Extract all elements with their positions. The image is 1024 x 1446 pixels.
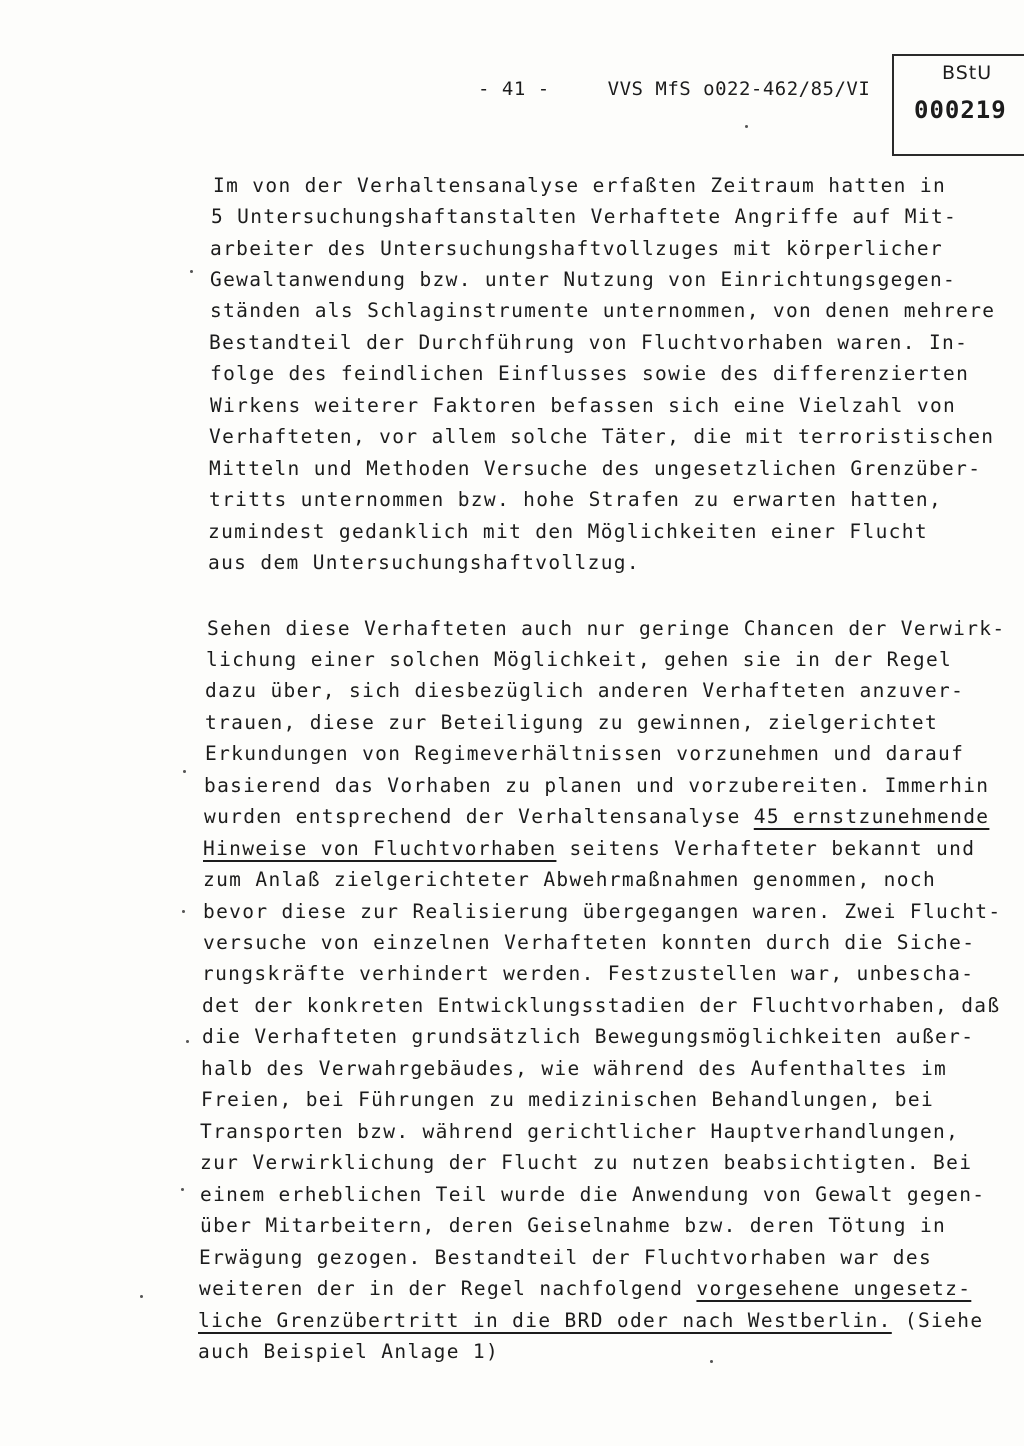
- text-line: Sehen diese Verhafteten auch nur geringe Chancen der Verwirk-: [207, 617, 1006, 640]
- text-line: bevor diese zur Realisierung übergegangen waren. Zwei Flucht-: [203, 900, 1002, 923]
- underlined-text: Hinweise von Fluchtvorhaben: [203, 837, 557, 860]
- scan-speck: [140, 1295, 143, 1298]
- text-line: Im von der Verhaltensanalyse erfaßten Zeitraum hatten in: [213, 174, 947, 197]
- text-line: versuche von einzelnen Verhafteten konnten durch die Siche-: [203, 931, 976, 954]
- text-line: ständen als Schlaginstrumente unternommen, von denen mehrere: [210, 299, 996, 322]
- text-line: Erwägung gezogen. Bestandteil der Fluchtvorhaben war des: [199, 1246, 933, 1269]
- text-line: halb des Verwahrgebäudes, wie während des Aufenthaltes im: [201, 1057, 948, 1080]
- text-line: [204, 807, 989, 827]
- text-segment: seitens Verhafteter bekannt und: [556, 837, 976, 860]
- text-line: Bestandteil der Durchführung von Fluchtvorhaben waren. In-: [209, 331, 969, 354]
- text-segment: wurden entsprechend der Verhaltensanalyse: [204, 805, 754, 828]
- text-line: trauen, diese zur Beteiligung zu gewinnen, zielgerichtet: [205, 711, 939, 734]
- stamp-number: 000219: [914, 96, 1007, 124]
- text-line: zum Anlaß zielgerichteter Abwehrmaßnahmen genommen, noch: [203, 868, 937, 891]
- text-line: det der konkreten Entwicklungsstadien der Fluchtvorhaben, daß: [202, 994, 1001, 1017]
- text-line: [198, 1311, 983, 1331]
- text-line: Wirkens weiterer Faktoren befassen sich eine Vielzahl von: [210, 394, 957, 417]
- text-line: Gewaltanwendung bzw. unter Nutzung von Einrichtungsgegen-: [210, 268, 957, 291]
- scan-speck: [181, 1188, 184, 1191]
- text-line: basierend das Vorhaben zu planen und vorzubereiten. Immerhin: [204, 774, 990, 797]
- text-line: Mitteln und Methoden Versuche des ungesetzlichen Grenzüber-: [209, 457, 982, 480]
- text-line: über Mitarbeitern, deren Geiselnahme bzw. deren Tötung in: [200, 1214, 947, 1237]
- scan-speck: [183, 770, 186, 773]
- text-line: auch Beispiel Anlage 1): [198, 1340, 500, 1363]
- text-line: tritts unternommen bzw. hohe Strafen zu erwarten hatten,: [209, 488, 943, 511]
- text-segment: (Siehe: [891, 1309, 984, 1332]
- text-line: arbeiter des Untersuchungshaftvollzuges mit körperlicher: [210, 237, 944, 260]
- underlined-text: vorgesehene ungesetz-: [696, 1277, 972, 1300]
- scan-speck: [710, 1360, 713, 1363]
- text-line: [199, 1279, 971, 1299]
- text-line: Verhafteten, vor allem solche Täter, die mit terroristischen: [209, 425, 995, 448]
- text-line: aus dem Untersuchungshaftvollzug.: [208, 551, 640, 574]
- text-line: einem erheblichen Teil wurde die Anwendung von Gewalt gegen-: [200, 1183, 986, 1206]
- text-line: folge des feindlichen Einflusses sowie des differenzierten: [210, 362, 970, 385]
- text-line: zur Verwirklichung der Flucht zu nutzen beabsichtigten. Bei: [200, 1151, 973, 1174]
- text-line: Transporten bzw. während gerichtlicher Hauptverhandlungen,: [200, 1120, 960, 1143]
- document-reference: VVS MfS o022-462/85/VI: [607, 78, 871, 100]
- text-line: dazu über, sich diesbezüglich anderen Verhafteten anzuver-: [205, 679, 965, 702]
- scan-speck: [190, 270, 193, 273]
- scan-speck: [186, 1040, 189, 1043]
- text-segment: weiteren der in der Regel nachfolgend: [199, 1277, 697, 1300]
- text-line: die Verhafteten grundsätzlich Bewegungsmöglichkeiten außer-: [202, 1025, 975, 1048]
- stamp-title: BStU: [942, 62, 993, 84]
- text-line: 5 Untersuchungshaftanstalten Verhaftete Angriffe auf Mit-: [211, 205, 958, 228]
- text-line: [203, 839, 975, 859]
- text-line: rungskräfte verhindert werden. Festzustellen war, unbescha-: [202, 962, 975, 985]
- text-line: lichung einer solchen Möglichkeit, gehen sie in der Regel: [206, 648, 953, 671]
- text-line: zumindest gedanklich mit den Möglichkeiten einer Flucht: [208, 520, 928, 543]
- text-line: Erkundungen von Regimeverhältnissen vorzunehmen und darauf: [205, 742, 965, 765]
- underlined-text: liche Grenzübertritt in die BRD oder nach Westberlin.: [198, 1309, 892, 1332]
- scan-speck: [182, 910, 185, 913]
- scan-speck: [745, 125, 748, 128]
- underlined-text: 45 ernstzunehmende: [753, 805, 990, 828]
- page-number: - 41 -: [478, 78, 550, 100]
- text-line: Freien, bei Führungen zu medizinischen Behandlungen, bei: [201, 1088, 935, 1111]
